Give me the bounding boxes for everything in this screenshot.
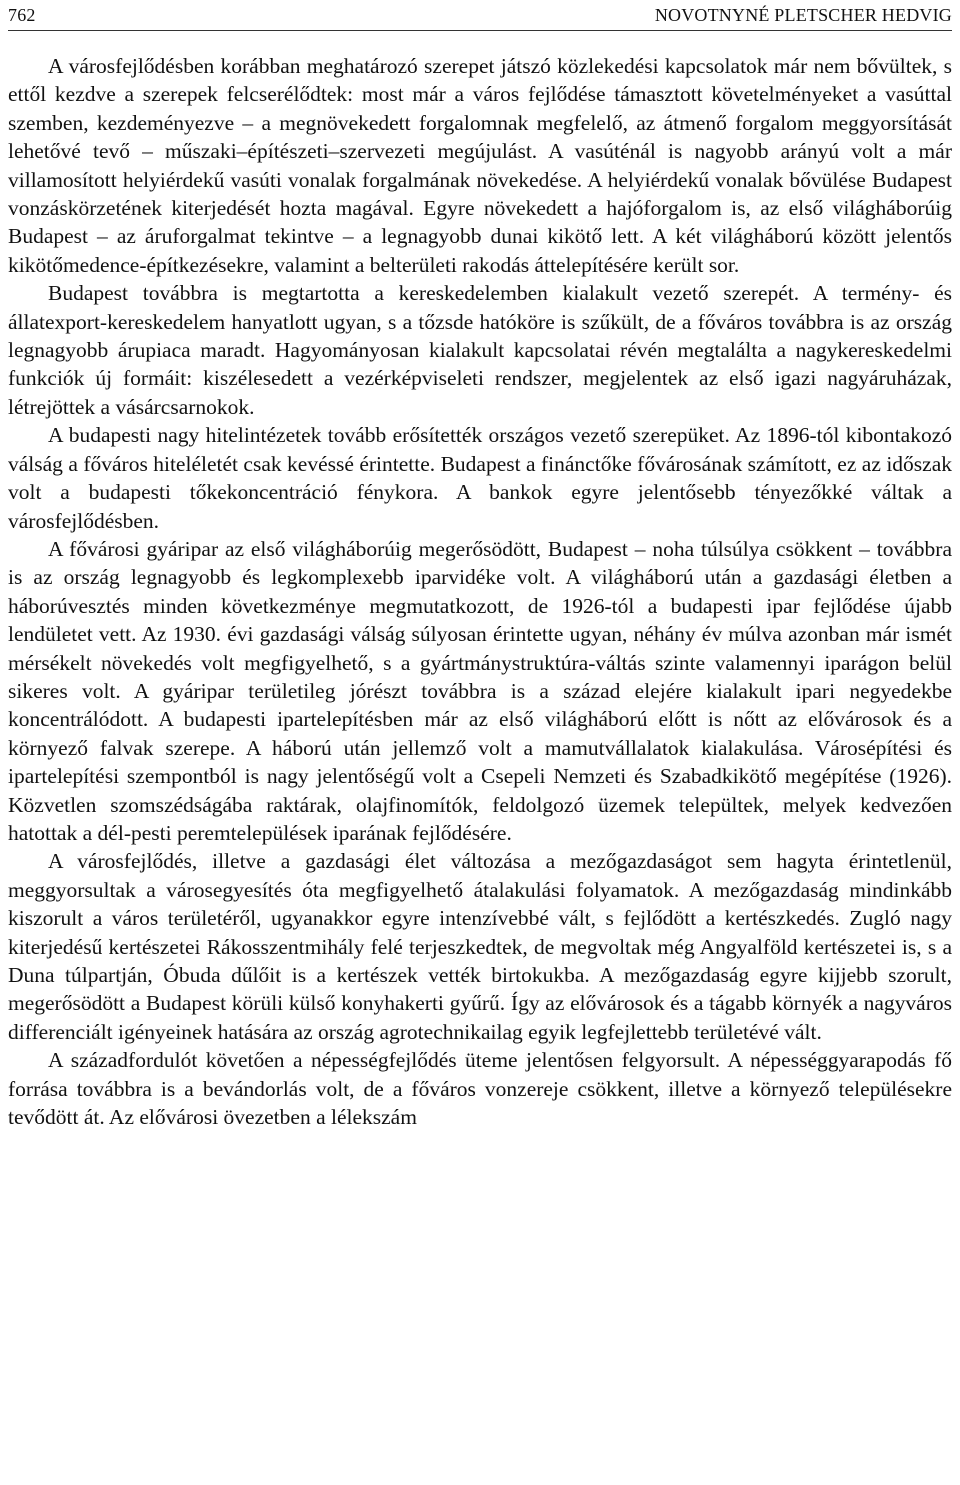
page-number: 762 xyxy=(8,4,36,25)
paragraph-industry: A fővárosi gyáripar az első világháborúig megerősödött, Budapest – noha túlsúlya csökkent – továbbra is az ország legnagyobb és legkomplexebb iparvidéke volt. A világháború után a gazdasági életben a háborúvesztés minden következménye megmutatkozott, de 1926-tól a budapesti ipar fejlődése újabb lendületet vett. Az 1930. évi gazdasági válság súlyosan érintette ugyan, néhány év múlva azonban már ismét mérsékelt növekedés volt megfigyelhető, s a gyártmánystruktúra-váltás szinte valamennyi iparágon belül sikeres volt. A gyáripar területileg jórészt továbbra is a század elejére kialakult ipari negyedekbe koncentrálódott. A budapesti ipartelepítésben már az első világháború előtt is nőtt az elővárosok és a környező falvak szerepe. A háború után jellemző volt a mamutvállalatok kialakulása. Városépítési és ipartelepítési szempontból is nagy jelentőségű volt a Csepeli Nemzeti és Szabadkikötő megépítése (1926). Közvetlen szomszédságába raktárak, olajfinomítók, feldolgozó üzemek települtek, melyek kedvezően hatottak a dél-pesti peremtelepülések iparának fejlődésére. xyxy=(8,536,952,845)
paragraph-transport: A városfejlődésben korábban meghatározó szerepet játszó közlekedési kapcsolatok már nem bővültek, s ettől kezdve a szerepek felcserélődtek: most már a város fejlődése támasztott követelményeket a vasúttal szemben, kezdeményezve – a megnövekedett forgalomnak megfelelő, az átmenő forgalom meggyorsítását lehetővé tevő – műszaki–építészeti–szervezeti megújulást. A vasúténál is nagyobb arányú volt a már villamosított helyiérdekű vasúti vonalak forgalmának növekedése. A helyiérdekű vonalak bővülése Budapest vonzáskörzetének kiterjedését hozta magával. Egyre növekedett a hajóforgalom is, az első világháborúig Budapest – az áruforgalmat tekintve – a legnagyobb dunai kikötő lett. A két világháború között jelentős kikötőmedence-építkezésekre, valamint a belterületi rakodás áttelepítésére került sor. xyxy=(8,54,952,277)
running-header xyxy=(8,0,952,31)
paragraph-agriculture: A városfejlődés, illetve a gazdasági élet változása a mezőgazdaságot sem hagyta érintetlenül, meggyorsultak a városegyesítés óta megfigyelhető átalakulási folyamatok. A mezőgazdaság mindinkább kiszorult a város területéről, ugyanakkor egyre intenzívebbé vált, s fejlődött a kertészkedés. Zugló nagy kiterjedésű kertészetei Rákosszentmihály felé terjeszkedtek, de megvoltak még Angyalföld kertészetei is, s a Duna túlpartján, Óbuda dűlőit is a kertészek vették birtokukba. A mezőgazdaság egyre kijjebb szorult, megerősödött a Budapest körüli külső konyhakerti gyűrű. Így az elővárosok és a tágabb környék a nagyváros differenciált igényeinek hatására az ország agrotechnikailag egyik legfejlettebb területévé vált. xyxy=(8,849,952,1044)
running-title: NOVOTNYNÉ PLETSCHER HEDVIG xyxy=(654,4,952,25)
paragraph-population: A századfordulót követően a népességfejlődés üteme jelentősen felgyorsult. A népességgyarapodás fő forrása továbbra is a bevándorlás volt, de a főváros vonzereje csökkent, illetve a környező településekre tevődött át. Az elővárosi övezetben a lélekszám xyxy=(8,1048,952,1130)
body-text xyxy=(8,52,952,1131)
paragraph-banking: A budapesti nagy hitelintézetek tovább erősítették országos vezető szerepüket. Az 1896-tól kibontakozó válság a főváros hiteléletét csak kevéssé érintette. Budapest a finánctőke fővárosának számított, ez az időszak volt a budapesti tőkekoncentráció fénykora. A bankok egyre jelentősebb tényezőkké váltak a városfejlődésben. xyxy=(8,423,952,533)
paragraph-commerce: Budapest továbbra is megtartotta a kereskedelemben kialakult vezető szerepét. A termény- és állatexport-kereskedelem hanyatlott ugyan, s a tőzsde hatóköre is szűkült, de a főváros továbbra is az ország legnagyobb árupiaca maradt. Hagyományosan kialakult kapcsolatai révén megtalálta a nagykereskedelmi funkciók új formáit: kiszélesedett a vezérképviseleti rendszer, megjelentek az első igazi nagyáruházak, létrejöttek a vásárcsarnokok. xyxy=(8,281,952,419)
